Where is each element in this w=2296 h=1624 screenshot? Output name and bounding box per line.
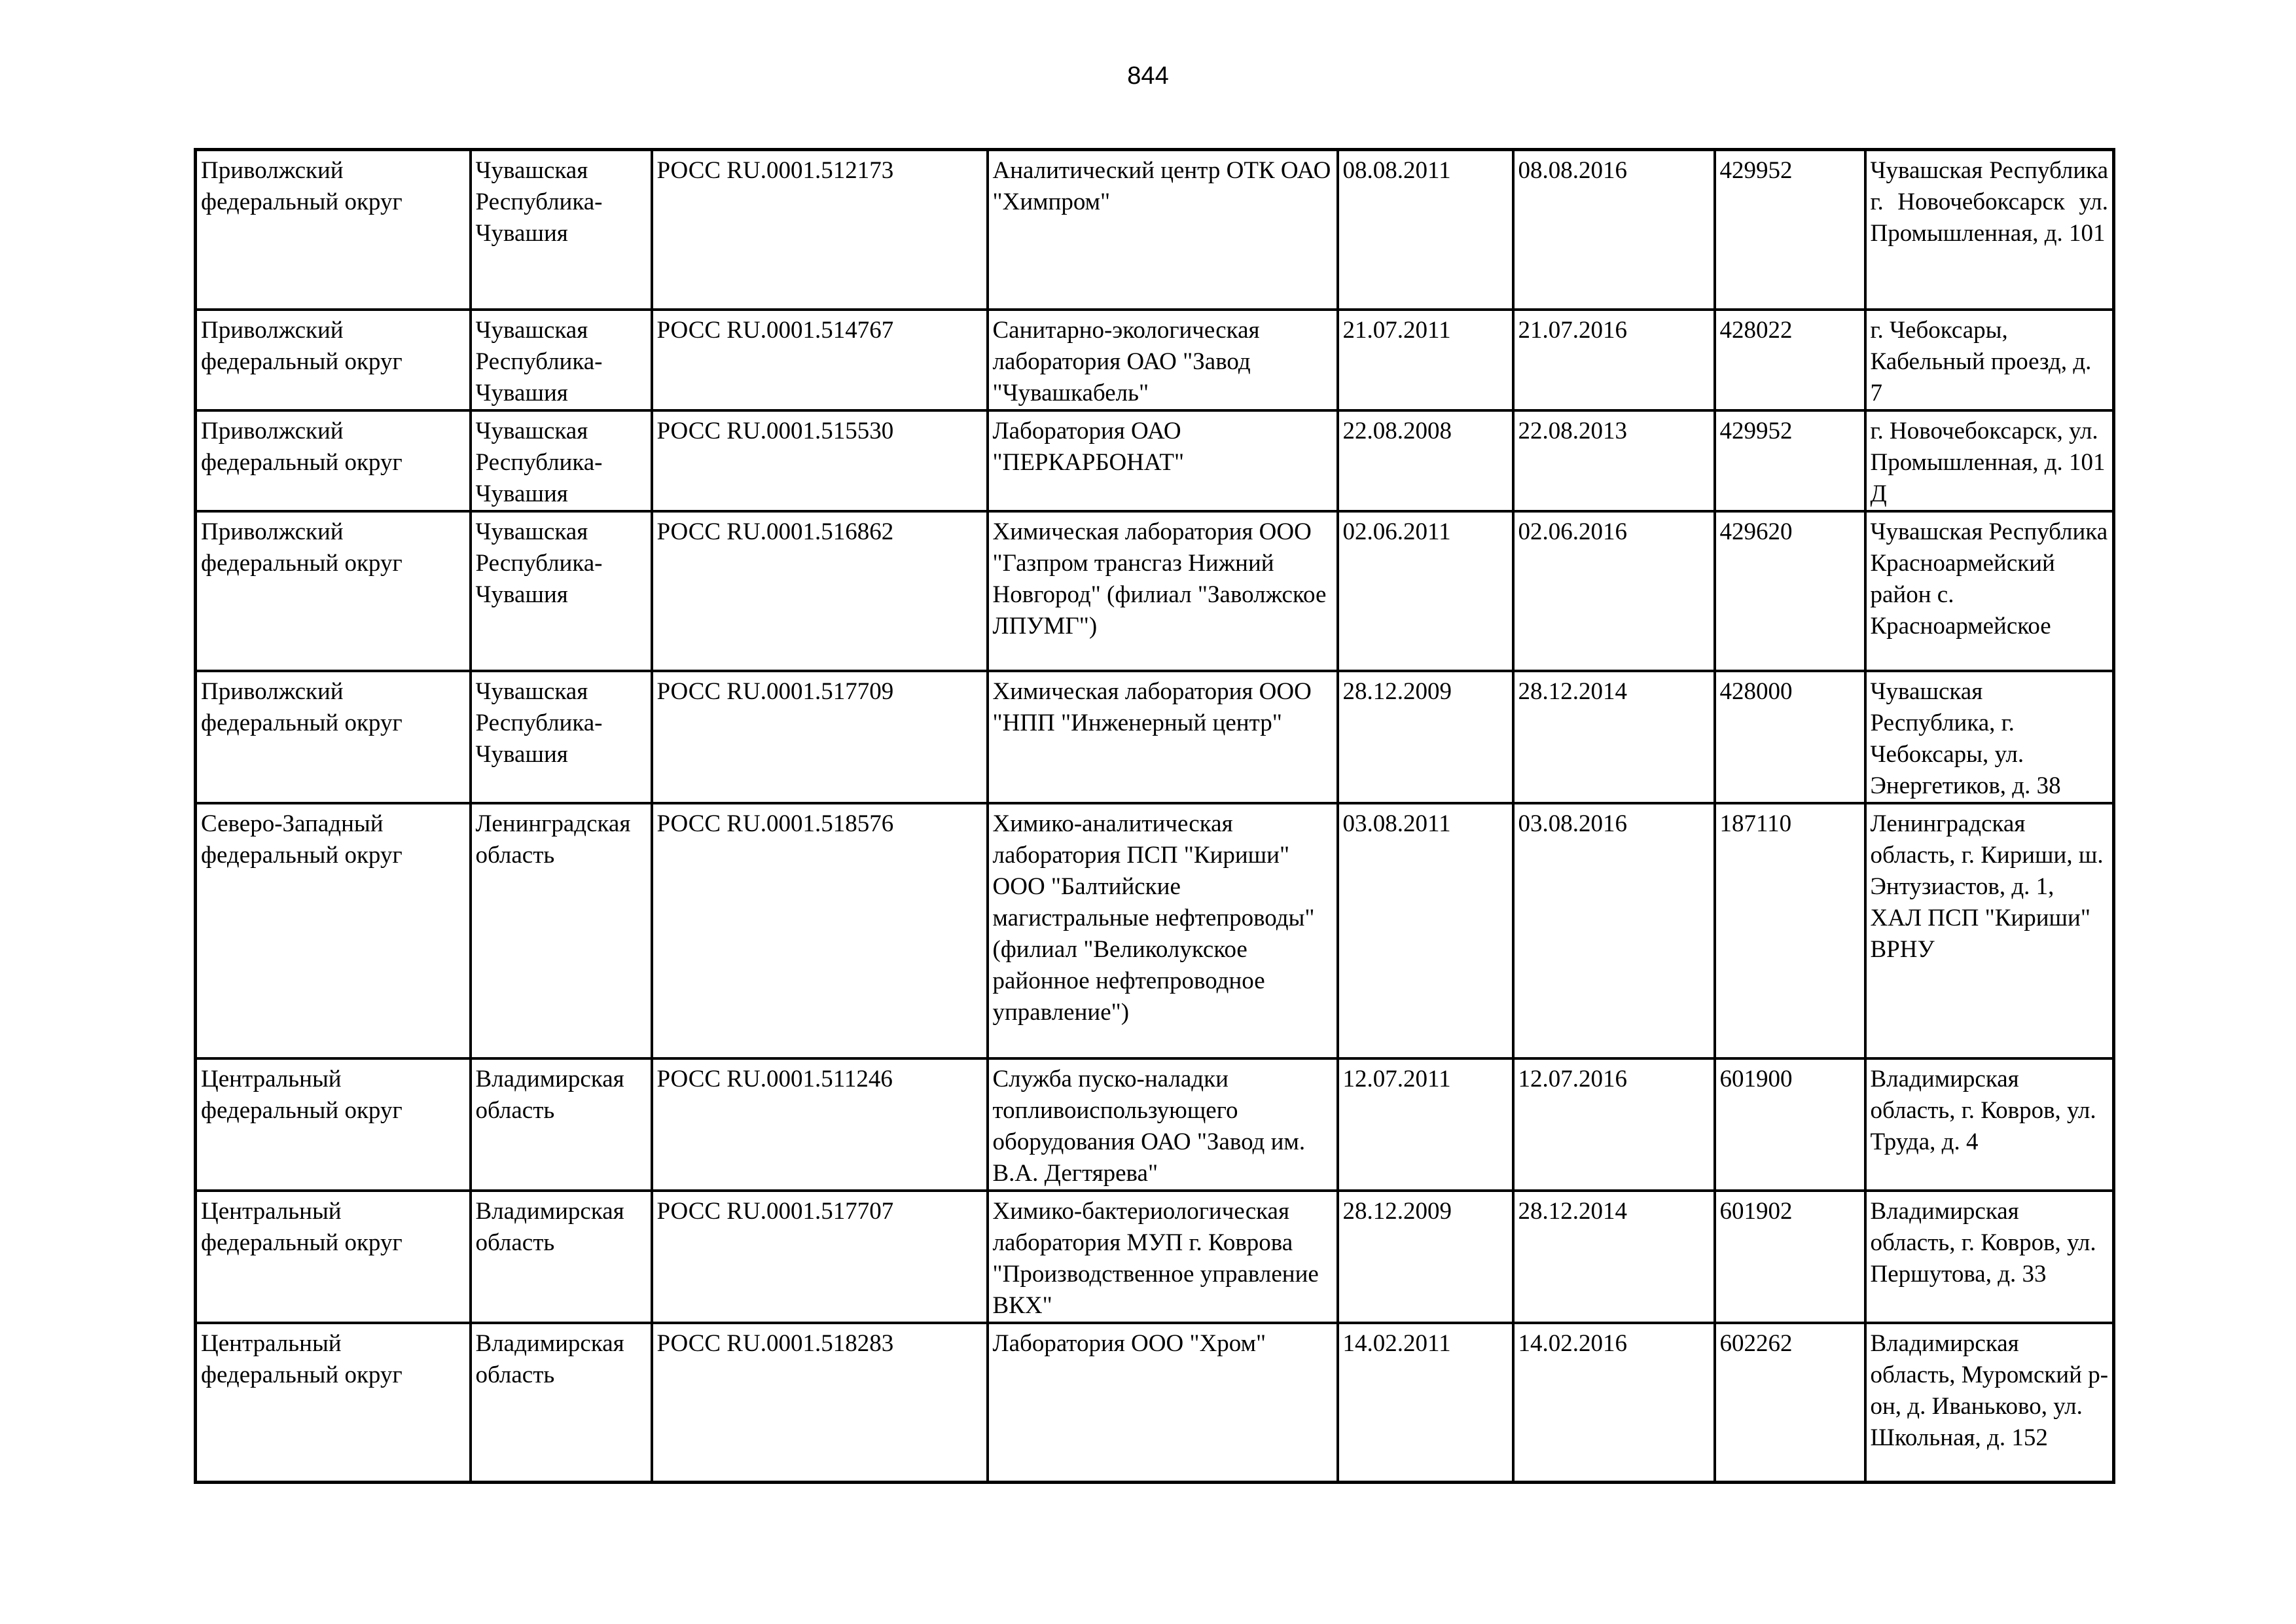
federal-district-cell: Приволжский федеральный округ [196, 671, 471, 803]
certificate-number-cell: РОСС RU.0001.515530 [652, 410, 988, 511]
expiry-date-cell: 03.08.2016 [1513, 803, 1715, 1058]
region-cell: Чувашская Республика-Чувашия [471, 671, 652, 803]
certificate-number-cell: РОСС RU.0001.517707 [652, 1191, 988, 1323]
postal-code-cell: 601902 [1715, 1191, 1865, 1323]
expiry-date-cell: 08.08.2016 [1513, 150, 1715, 310]
page-number: 844 [1127, 62, 1169, 90]
issue-date-cell: 12.07.2011 [1338, 1058, 1513, 1191]
expiry-date-cell: 22.08.2013 [1513, 410, 1715, 511]
laboratory-name-cell: Служба пуско-наладки топливоиспользующего оборудования ОАО "Завод им. В.А. Дегтярева" [988, 1058, 1338, 1191]
address-cell: Чувашская Республика г. Новочебоксарск ул. Промышленная, д. 101 [1865, 150, 2114, 310]
federal-district-cell: Центральный федеральный округ [196, 1323, 471, 1483]
region-cell: Чувашская Республика-Чувашия [471, 310, 652, 410]
region-cell: Владимирская область [471, 1191, 652, 1323]
issue-date-cell: 22.08.2008 [1338, 410, 1513, 511]
postal-code-cell: 428022 [1715, 310, 1865, 410]
expiry-date-cell: 12.07.2016 [1513, 1058, 1715, 1191]
federal-district-cell: Приволжский федеральный округ [196, 150, 471, 310]
expiry-date-cell: 14.02.2016 [1513, 1323, 1715, 1483]
expiry-date-cell: 28.12.2014 [1513, 671, 1715, 803]
region-cell: Владимирская область [471, 1058, 652, 1191]
expiry-date-cell: 21.07.2016 [1513, 310, 1715, 410]
federal-district-cell: Приволжский федеральный округ [196, 410, 471, 511]
laboratory-name-cell: Химическая лаборатория ООО "Газпром трансгаз Нижний Новгород" (филиал "Заволжское ЛПУМГ") [988, 511, 1338, 671]
issue-date-cell: 08.08.2011 [1338, 150, 1513, 310]
expiry-date-cell: 28.12.2014 [1513, 1191, 1715, 1323]
address-cell: Владимирская область, г. Ковров, ул. Першутова, д. 33 [1865, 1191, 2114, 1323]
region-cell: Ленинградская область [471, 803, 652, 1058]
region-cell: Чувашская Республика-Чувашия [471, 150, 652, 310]
postal-code-cell: 429952 [1715, 410, 1865, 511]
table-row [196, 511, 2114, 671]
laboratory-name-cell: Санитарно-экологическая лаборатория ОАО "Завод "Чувашкабель" [988, 310, 1338, 410]
laboratory-name-cell: Лаборатория ОАО "ПЕРКАРБОНАТ" [988, 410, 1338, 511]
address-cell: Чувашская Республика, г. Чебоксары, ул. Энергетиков, д. 38 [1865, 671, 2114, 803]
issue-date-cell: 14.02.2011 [1338, 1323, 1513, 1483]
certificate-number-cell: РОСС RU.0001.517709 [652, 671, 988, 803]
table-row [196, 150, 2114, 310]
table-row [196, 1191, 2114, 1323]
issue-date-cell: 03.08.2011 [1338, 803, 1513, 1058]
federal-district-cell: Центральный федеральный округ [196, 1191, 471, 1323]
issue-date-cell: 21.07.2011 [1338, 310, 1513, 410]
laboratory-name-cell: Аналитический центр ОТК ОАО "Химпром" [988, 150, 1338, 310]
table-row [196, 1323, 2114, 1483]
postal-code-cell: 601900 [1715, 1058, 1865, 1191]
table-row [196, 310, 2114, 410]
certificate-number-cell: РОСС RU.0001.512173 [652, 150, 988, 310]
address-cell: Владимирская область, г. Ковров, ул. Труда, д. 4 [1865, 1058, 2114, 1191]
issue-date-cell: 02.06.2011 [1338, 511, 1513, 671]
address-cell: г. Чебоксары, Кабельный проезд, д. 7 [1865, 310, 2114, 410]
postal-code-cell: 429620 [1715, 511, 1865, 671]
certificate-number-cell: РОСС RU.0001.514767 [652, 310, 988, 410]
federal-district-cell: Центральный федеральный округ [196, 1058, 471, 1191]
issue-date-cell: 28.12.2009 [1338, 1191, 1513, 1323]
federal-district-cell: Приволжский федеральный округ [196, 511, 471, 671]
address-cell: г. Новочебоксарск, ул. Промышленная, д. 101 Д [1865, 410, 2114, 511]
table-row [196, 803, 2114, 1058]
laboratory-name-cell: Химическая лаборатория ООО "НПП "Инженерный центр" [988, 671, 1338, 803]
federal-district-cell: Приволжский федеральный округ [196, 310, 471, 410]
region-cell: Чувашская Республика-Чувашия [471, 511, 652, 671]
certificate-number-cell: РОСС RU.0001.516862 [652, 511, 988, 671]
certificate-number-cell: РОСС RU.0001.518283 [652, 1323, 988, 1483]
postal-code-cell: 602262 [1715, 1323, 1865, 1483]
laboratory-name-cell: Лаборатория ООО "Хром" [988, 1323, 1338, 1483]
postal-code-cell: 429952 [1715, 150, 1865, 310]
laboratory-name-cell: Химико-аналитическая лаборатория ПСП "Кириши" ООО "Балтийские магистральные нефтепроводы" (филиал "Великолукское районное нефтепроводное управление") [988, 803, 1338, 1058]
laboratory-name-cell: Химико-бактериологическая лаборатория МУП г. Коврова "Производственное управление ВКХ" [988, 1191, 1338, 1323]
laboratory-registry-table [194, 148, 2115, 1484]
certificate-number-cell: РОСС RU.0001.518576 [652, 803, 988, 1058]
region-cell: Владимирская область [471, 1323, 652, 1483]
address-cell: Чувашская Республика Красноармейский район с. Красноармейское [1865, 511, 2114, 671]
postal-code-cell: 187110 [1715, 803, 1865, 1058]
address-cell: Владимирская область, Муромский р-он, д. Иваньково, ул. Школьная, д. 152 [1865, 1323, 2114, 1483]
table-row [196, 671, 2114, 803]
table-row [196, 1058, 2114, 1191]
federal-district-cell: Северо-Западный федеральный округ [196, 803, 471, 1058]
expiry-date-cell: 02.06.2016 [1513, 511, 1715, 671]
certificate-number-cell: РОСС RU.0001.511246 [652, 1058, 988, 1191]
table-row [196, 410, 2114, 511]
postal-code-cell: 428000 [1715, 671, 1865, 803]
issue-date-cell: 28.12.2009 [1338, 671, 1513, 803]
address-cell: Ленинградская область, г. Кириши, ш. Энтузиастов, д. 1, ХАЛ ПСП "Кириши" ВРНУ [1865, 803, 2114, 1058]
region-cell: Чувашская Республика-Чувашия [471, 410, 652, 511]
